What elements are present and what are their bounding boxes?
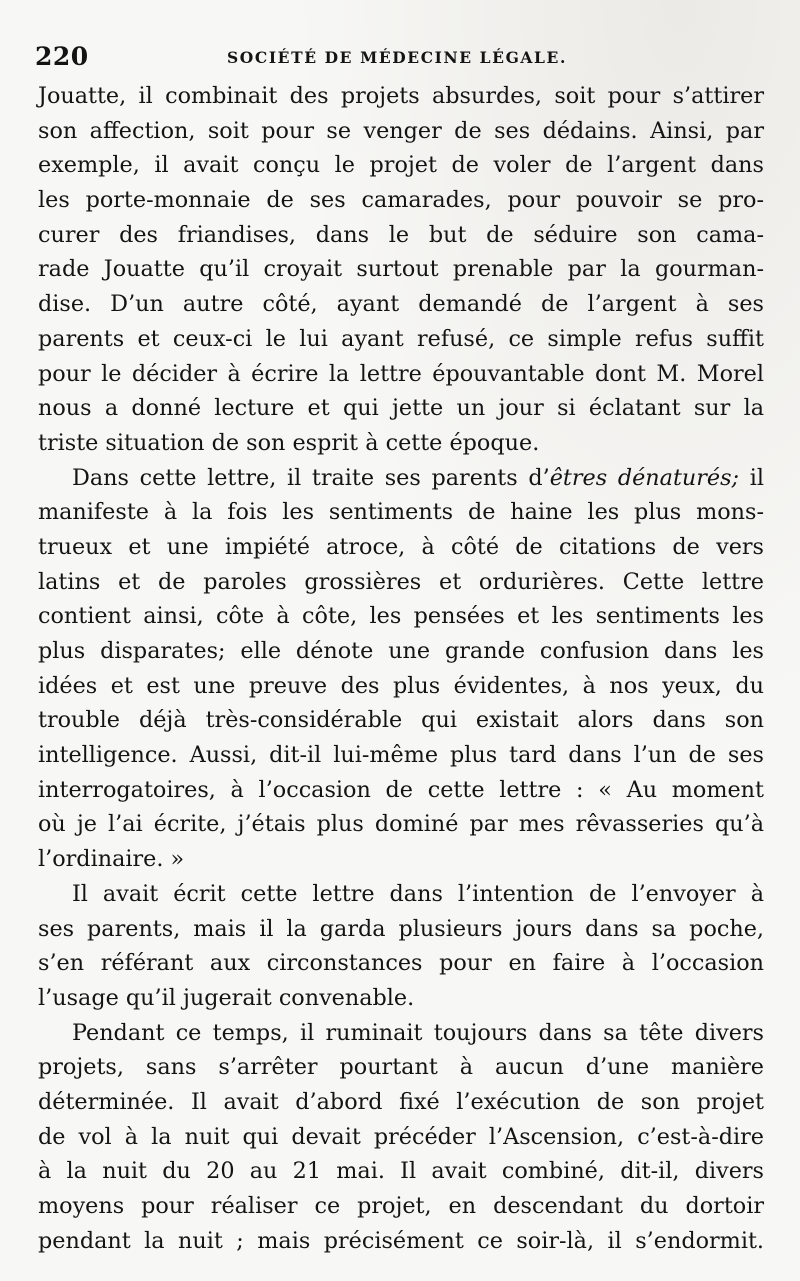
- text-line: plus disparates; elle dénote une grande confusion dans les: [38, 638, 764, 664]
- text-line: trueux et une impiété atroce, à côté de citations de vers: [38, 533, 764, 560]
- text-line: son affection, soit pour se venger de ses dédains. Ainsi, par: [38, 117, 764, 144]
- text-line: exemple, il avait conçu le projet de voler de l’argent dans: [38, 152, 764, 179]
- italic-phrase: êtres dénaturés;: [549, 464, 740, 491]
- text-line: projets, sans s’arrêter pourtant à aucun d’une manière: [38, 1054, 764, 1081]
- text-segment: Dans cette lettre, il traite ses parents d’: [72, 464, 550, 491]
- text-line: trouble déjà très-considérable qui existait alors dans son: [38, 707, 764, 734]
- text-line: curer des friandises, dans le but de séduire son cama-: [38, 221, 764, 248]
- page-header: [35, 42, 755, 72]
- text-line: pour le décider à écrire la lettre épouvantable dont M. Morel: [38, 360, 764, 387]
- text-line: moyens pour réaliser ce projet, en descendant du dortoir: [38, 1193, 764, 1219]
- body-text: [38, 79, 764, 1258]
- text-line: idées et est une preuve des plus évidentes, à nos yeux, du: [38, 672, 764, 699]
- text-line: où je l’ai écrite, j’étais plus dominé par mes rêvasseries qu’à: [38, 811, 764, 838]
- text-line: [38, 461, 764, 496]
- text-line: parents et ceux-ci le lui ayant refusé, ce simple refus suffit: [38, 325, 764, 352]
- page-number: 220: [35, 42, 89, 71]
- text-line: pendant la nuit ; mais précisément ce soir-là, il s’endormit.: [38, 1227, 764, 1254]
- text-line: manifeste à la fois les sentiments de haine les plus mons-: [38, 499, 764, 526]
- running-head: SOCIÉTÉ DE MÉDECINE LÉGALE.: [227, 48, 567, 67]
- text-line: l’ordinaire. »: [38, 846, 185, 873]
- text-line: l’usage qu’il jugerait convenable.: [38, 984, 415, 1011]
- text-line: s’en référant aux circonstances pour en faire à l’occasion: [38, 950, 764, 977]
- text-segment: il: [739, 464, 765, 491]
- text-line: Il avait écrit cette lettre dans l’intention de l’envoyer à: [72, 880, 764, 907]
- text-line: les porte-monnaie de ses camarades, pour pouvoir se pro-: [38, 187, 764, 214]
- text-line: triste situation de son esprit à cette époque.: [38, 429, 540, 456]
- text-line: intelligence. Aussi, dit-il lui-même plus tard dans l’un de ses: [38, 742, 764, 769]
- text-line: à la nuit du 20 au 21 mai. Il avait combiné, dit-il, divers: [38, 1158, 764, 1185]
- text-line: de vol à la nuit qui devait précéder l’Ascension, c’est-à-dire: [38, 1123, 764, 1150]
- text-line: interrogatoires, à l’occasion de cette lettre : « Au moment: [38, 776, 764, 803]
- text-line: ses parents, mais il la garda plusieurs jours dans sa poche,: [38, 915, 764, 942]
- text-line: déterminée. Il avait d’abord fixé l’exécution de son projet: [38, 1088, 764, 1115]
- text-line: dise. D’un autre côté, ayant demandé de l’argent à ses: [38, 291, 764, 318]
- text-line: rade Jouatte qu’il croyait surtout prenable par la gourman-: [38, 256, 764, 283]
- text-line: nous a donné lecture et qui jette un jour si éclatant sur la: [38, 395, 764, 422]
- text-line: latins et de paroles grossières et ordurières. Cette lettre: [38, 568, 764, 595]
- text-line: Pendant ce temps, il ruminait toujours dans sa tête divers: [72, 1019, 764, 1046]
- text-line: Jouatte, il combinait des projets absurdes, soit pour s’attirer: [38, 83, 764, 109]
- text-line: contient ainsi, côte à côte, les pensées et les sentiments les: [38, 603, 764, 630]
